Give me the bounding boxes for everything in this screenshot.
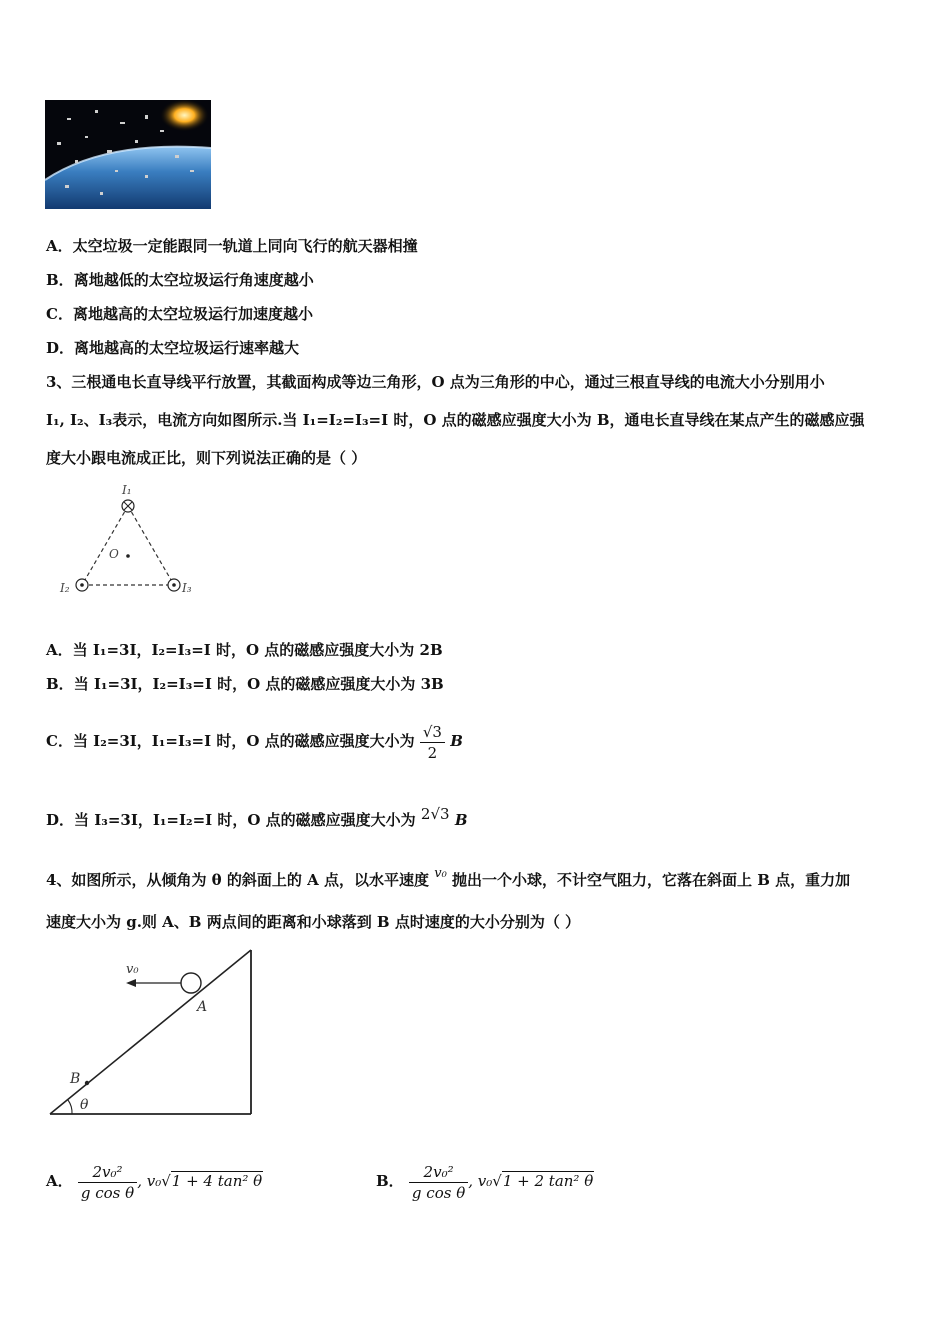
label-i1: I₁ [122, 483, 132, 497]
space-debris-image [45, 100, 211, 209]
wire-i3-out-of-page-icon [168, 579, 180, 591]
q4-stem-line2: 速度大小为 g.则 A、B 两点间的距离和小球落到 B 点时速度的大小分别为（ ） [46, 913, 581, 931]
q2-option-a: A．太空垃圾一定能跟同一轨道上同向飞行的航天器相撞 [46, 237, 418, 255]
label-a: A [197, 999, 208, 1015]
wire-i2-out-of-page-icon [76, 579, 88, 591]
q2-option-b: B．离地越低的太空垃圾运行角速度越小 [46, 271, 314, 289]
q4-option-a: A． $\frac{\text{2v₀²}}{\text{g cos θ}}$ , v₀√1 + 4 tan² θ [46, 1162, 263, 1202]
q4-stem-line1: 4、如图所示，从倾角为 θ 的斜面上的 A 点，以水平速度 v₀ 抛出一个小球，不计空气阻力，它落在斜面上 B 点，重力加 [46, 866, 851, 889]
q3-stem-line1: 3、三根通电长直导线平行放置，其截面构成等边三角形，O 点为三角形的中心，通过三根直导线的电流大小分别用小 [46, 373, 825, 391]
wire-i1-into-page-icon [122, 500, 134, 512]
label-b: B [70, 1071, 81, 1087]
q4-option-b: B． $\frac{\text{2v₀²}}{\text{g cos θ}}$ , v₀√1 + 2 tan² θ [376, 1162, 594, 1202]
q3-option-d: D．当 I₃=3I，I₁=I₂=I 时，O 点的磁感应强度大小为 2√3 B [46, 805, 468, 829]
q3-option-a: A．当 I₁=3I，I₂=I₃=I 时，O 点的磁感应强度大小为 2B [46, 641, 443, 659]
label-i3: I₃ [182, 581, 192, 595]
label-theta: θ [80, 1097, 89, 1113]
q3-option-b: B．当 I₁=3I，I₂=I₃=I 时，O 点的磁感应强度大小为 3B [46, 675, 444, 693]
q3-triangle-figure [58, 478, 208, 602]
q4-incline-figure [46, 945, 258, 1120]
q3-option-c: C．当 I₂=3I，I₁=I₃=I 时，O 点的磁感应强度大小为 $\frac{√3}{2}$ B [46, 722, 463, 762]
label-v0: v₀ [126, 962, 139, 977]
q3-stem-line2: I₁, I₂、I₃表示，电流方向如图所示.当 I₁=I₂=I₃=I 时，O 点的磁感应强度大小为 B，通电长直导线在某点产生的磁感应强 [46, 411, 865, 429]
q3-stem-line3: 度大小跟电流成正比，则下列说法正确的是（ ） [46, 449, 367, 467]
q2-option-c: C．离地越高的太空垃圾运行加速度越小 [46, 305, 313, 323]
label-i2: I₂ [60, 581, 70, 595]
q2-option-d: D．离地越高的太空垃圾运行速率越大 [46, 339, 300, 357]
fraction-sqrt3-over-2: $\frac{√3}{2}$ [420, 722, 445, 763]
label-o: O [109, 547, 119, 561]
